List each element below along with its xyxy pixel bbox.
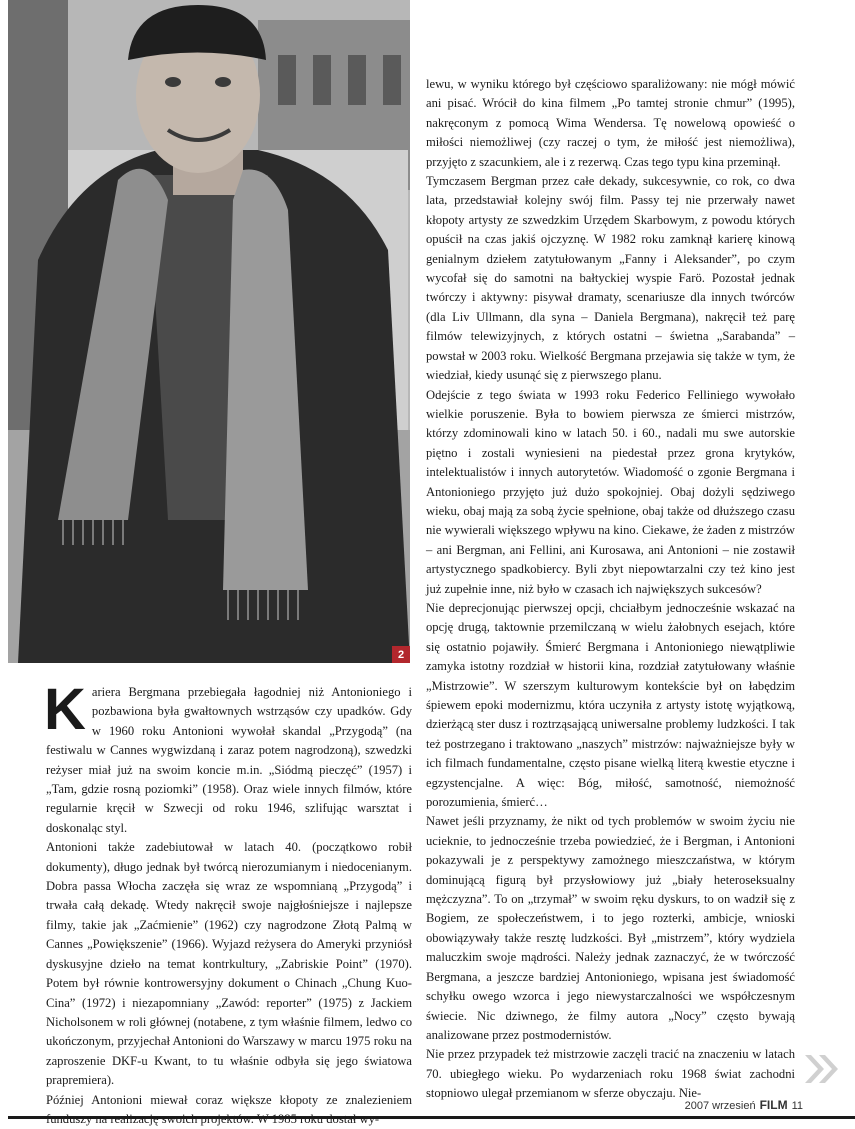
issue-date: 2007 wrzesień xyxy=(684,1100,756,1112)
paragraph: Nie przez przypadek też mistrzowie zaczęli tracić na znaczeniu w latach 70. ubiegłego wieku. Po wydarzeniach roku 1968 świat zachodni stopniowo ulegał przemianom w sferze obyczaju. Nie- xyxy=(426,1047,795,1101)
paragraph: Tymczasem Bergman przez całe dekady, sukcesywnie, co rok, co dwa lata, przedstawiał kolejny swój film. Passy tej nie przerwały nawet kłopoty artysty ze szwedzkim Urzędem Skarbowym, z powodu których opuścił na czas jakiś ojczyznę. W 1982 roku zamknął karierę kinową genialnym dziełem zatytułowanym „Fanny i Aleksander”, po czym wycofał się do samotni na bałtyckiej wyspie Farö. Pozostał jednak twórczy i aktywny: pisywał dramaty, scenariusze dla innych twórców (dla Liv Ullmann, dla syna – Daniela Bergmana), nakręcił też parę filmów telewizyjnych, z których ostatni – świetna „Sarabanda” – powstał w 2003 roku. Wielkość Bergmana przejawia się także w tym, że wiedział, kiedy usunąć się z pierwszego planu. xyxy=(426,174,795,383)
photo-number-badge: 2 xyxy=(392,646,410,663)
page-footer xyxy=(685,1098,803,1112)
paragraph: lewu, w wyniku którego był częściowo sparaliżowany: nie mógł mówić ani pisać. Wrócił do kina filmem „Po tamtej stronie chmur” (1995), nakręconym z pomocą Wima Wendersa. Tę nowelową opowieść o miłości niemożliwej (czy raczej o tym, że miłość jest niemożliwa), przyjęto z szacunkiem, ale i z rezerwą. Czas tego typu kina przeminął. xyxy=(426,77,795,169)
paragraph-text: ariera Bergmana przebiegała łagodniej niż Antonioniego i pozbawiona była gwałtownych wstrząsów czy upadków. Gdy w 1960 roku Antonioni wywołał skandal „Przygodą” (na festiwalu w Cannes wygwizdaną i zaraz potem nagrodzoną), szwedzki reżyser miał już na swoim koncie m.in. „Siódmą pieczęć” (1957) i „Tam, gdzie rosną poziomki” (1958). Oraz wiele innych filmów, które regularnie kręcił w Szwecji od roku 1946, szlifując warsztat i doskonaląc styl. xyxy=(46,685,412,835)
paragraph: Później Antonioni miewał coraz większe kłopoty ze znalezieniem xyxy=(46,1092,412,1107)
double-chevron-right-icon xyxy=(802,1052,842,1086)
paragraph: Antonioni także zadebiutował w latach 40. (początkowo robił dokumenty), długo jednak był twórcą nierozumianym i niedocenianym. Dobra passa Włocha zaczęła się wraz ze wspomnianą „Przygodą” i trwała całą dekadę. Wtedy nakręcił swoje najgłośniejsze i najlepsze filmy, takie jak „Zaćmienie” (1962) czy nagrodzone Złotą Palmą w Cannes „Powiększenie” (1966). Wyjazd reżysera do Ameryki przyniósł dyskusyjne dzieło na temat kontrkultury, „Zabriskie Point” (1970). Potem był równie kontrowersyjny dokument o Chinach „Chung Kuo-Cina” (1972) i niezapomniany „Zawód: reporter” (1975) z Jackiem Nicholsonem w roli głównej (notabene, z tym właśnie filmem, ledwo co ukończonym, przyjechał Antonioni do Warszawy w marcu 1975 roku na zaproszenie DKF-u Kwant, to tu właśnie odbyła się jego światowa prapremiera). xyxy=(46,840,412,1088)
portrait-photo xyxy=(8,0,410,663)
paragraph xyxy=(44,677,412,838)
drop-cap: K xyxy=(44,677,86,742)
portrait-illustration xyxy=(8,0,410,663)
paragraph: Nie deprecjonując pierwszej opcji, chciałbym jednocześnie wskazać na opcję drugą, taktownie przemilczaną w wielu żałobnych esejach, które się ostatnio pojawiły. Śmierć Bergmana i Antonioniego niewątpliwie zamyka istotny rozdział w historii kina, rozdział zatytułowany właśnie „Mistrzowie”. W szerszym kulturowym kontekście był on łabędzim śpiewem epoki modernizmu, która uczyniła z artysty istotę wyjątkową, dzierżącą ster dusz i roztrząsającą uniwersalne problemy ludzkości. I tak też postrzegano i traktowano „naszych” mistrzów: najważniejsze były w ich filmach fundamentalne, często pisane wielką literą kwestie etyczne i egzystencjalne. A więc: Bóg, miłość, samotność, niemożność porozumienia, śmierć… xyxy=(426,600,795,810)
footer-rule xyxy=(8,1116,855,1119)
magazine-brand: FILM xyxy=(759,1098,788,1112)
paragraph: Odejście z tego świata w 1993 roku Federico Felliniego wywołało wielkie poruszenie. Była to bowiem pierwsza ze śmierci mistrzów, którzy zdominowali kino w latach 50. i 60., nadali mu swe autorskie piętno i zostali wyniesieni na piedestał przez grona krytyków, intelektualistów i innych autorytetów. Wiadomość o zgonie Bergmana i Antonioniego przyjęto już dużo spokojniej. Obaj dożyli sędziwego wieku, obaj mają za sobą życie spełnione, obaj także od dłuższego czasu nie wywierali większego wpływu na kino. Ciekawe, że żaden z mistrzów – ani Bergman, ani Fellini, ani Kurosawa, ani Antonioni – nie zostawił artystycznego spadkobiercy. Byli zbyt niepowtarzalni czy też kino jest już zupełnie inne, niż było w czasach ich największych sukcesów? xyxy=(426,387,795,596)
paragraph: Nawet jeśli przyznamy, że nikt od tych problemów w swoim życiu nie ucieknie, to jednocześnie trzeba powiedzieć, że i Bergman, i Antonioni pokazywali je z perspektywy zamożnego mieszczaństwa, w którym dominującą figurą był przysłowiowy już „biały heteroseksualny mężczyzna”. To on „trzymał” w swoim ręku dyskurs, to on wadził się z Bogiem, ze społeczeństwem, i to jego rozterki, ambicje, wnioski obowiązywały także resztę ludzkości. Był „mistrzem”, który wydziela maluczkim swoje mądrości. Należy jednak zaznaczyć, że w twórczość Bergmana, a jeszcze bardziej Antonioniego, wpisana jest świadomość schyłku owego wzorca i jego niewystarczalności we współczesnym świecie. Nic dziwnego, że filmy autora „Nocy” często bywają analizowane przez postmodernistów. xyxy=(426,814,795,1042)
article-column-right xyxy=(426,75,795,1104)
page-number: 11 xyxy=(791,1100,803,1112)
article-column-left xyxy=(44,677,412,1129)
